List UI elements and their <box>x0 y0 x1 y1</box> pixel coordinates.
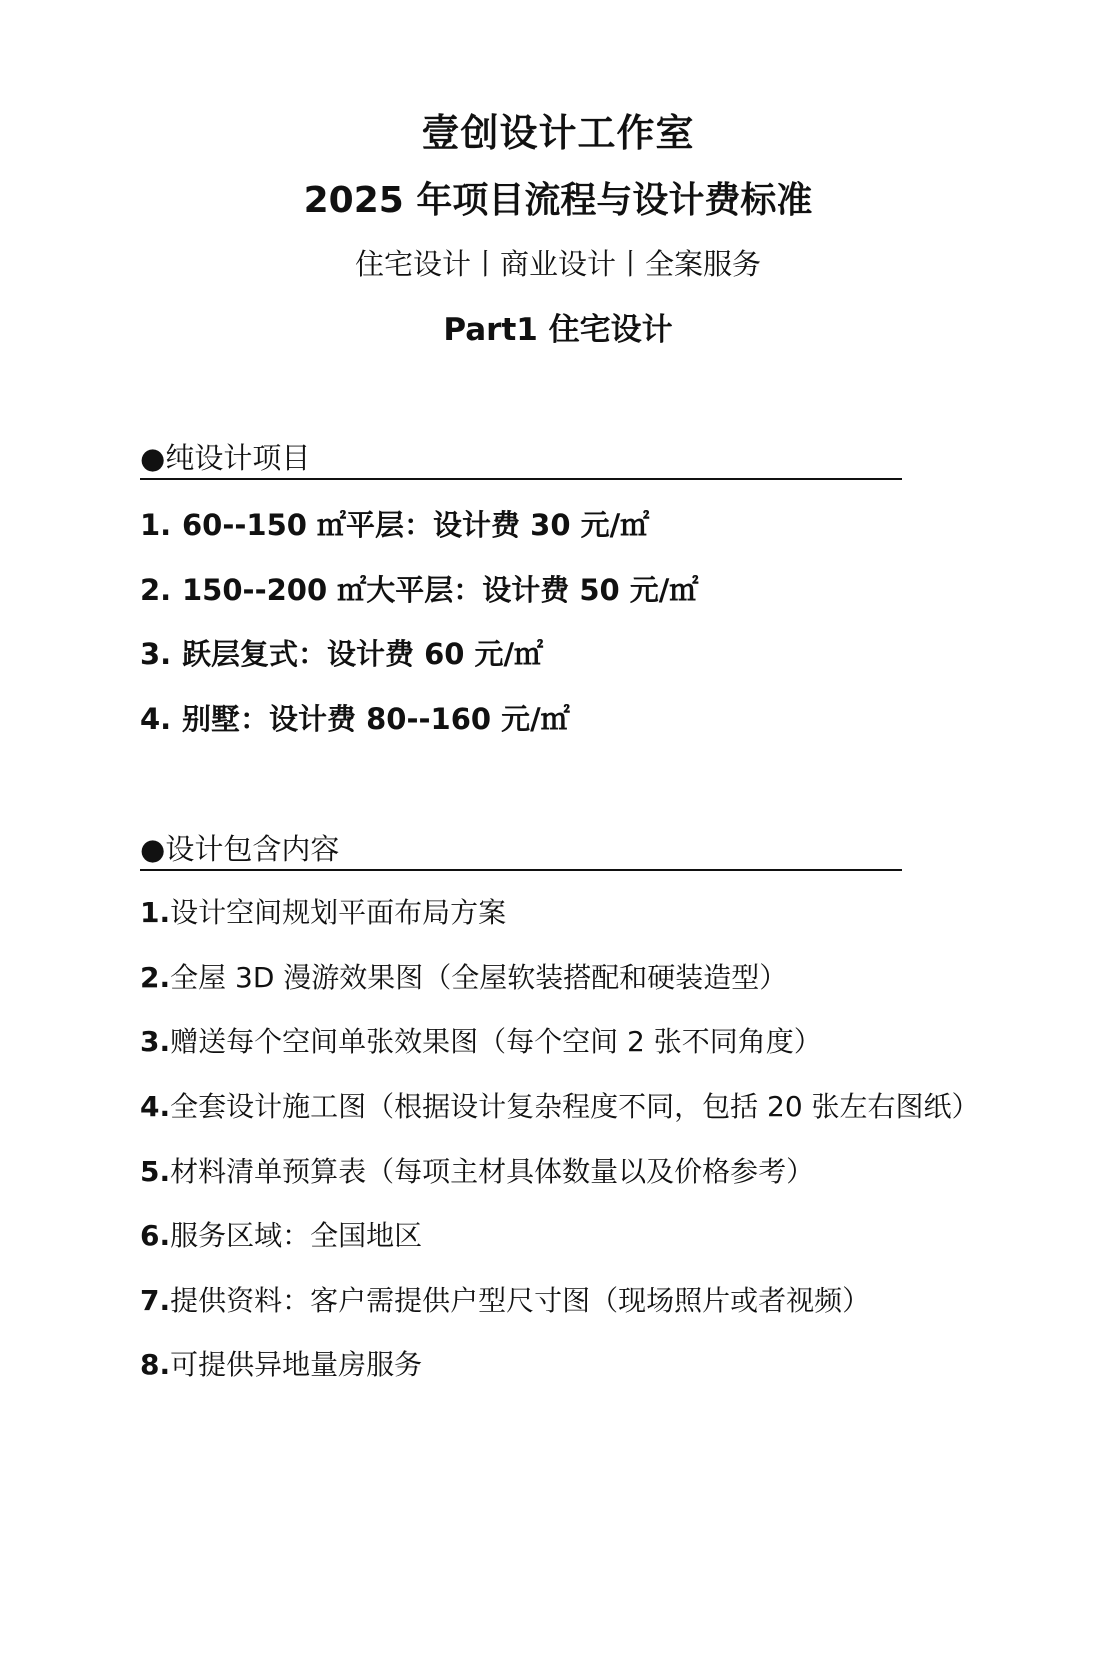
bullet-icon: ● <box>140 832 166 866</box>
content-item-number: 1. <box>140 896 171 929</box>
content-item-number: 5. <box>140 1155 171 1188</box>
content-item-text: 提供资料：客户需提供户型尺寸图（现场照片或者视频） <box>170 1284 871 1317</box>
part-title: Part1 住宅设计 <box>443 312 673 348</box>
content-item-number: 6. <box>140 1219 171 1252</box>
fee-item-text: 跃层复式：设计费 60 元/㎡ <box>182 637 544 671</box>
fee-item <box>140 634 543 674</box>
section-heading-design-contents <box>140 829 902 871</box>
content-item-text: 可提供异地量房服务 <box>170 1348 423 1381</box>
content-item <box>140 958 787 998</box>
section-heading-text: 设计包含内容 <box>165 832 340 866</box>
content-item-text: 服务区域：全国地区 <box>170 1219 423 1252</box>
document-title: 2025 年项目流程与设计费标准 <box>303 180 813 221</box>
content-item-text: 全套设计施工图（根据设计复杂程度不同，包括 20 张左右图纸） <box>170 1090 980 1123</box>
content-item-number: 4. <box>140 1090 171 1123</box>
content-item <box>140 1152 814 1192</box>
content-item-number: 2. <box>140 961 171 994</box>
fee-item-number: 3. <box>140 637 172 671</box>
content-item <box>140 893 506 933</box>
fee-item <box>140 570 698 610</box>
content-item-text: 赠送每个空间单张效果图（每个空间 2 张不同角度） <box>170 1025 822 1058</box>
fee-item <box>140 699 570 739</box>
section-heading-text: 纯设计项目 <box>165 441 311 475</box>
content-item-number: 7. <box>140 1284 171 1317</box>
studio-name: 壹创设计工作室 <box>421 111 695 155</box>
content-item <box>140 1281 870 1321</box>
content-item <box>140 1087 980 1127</box>
fee-item-number: 4. <box>140 702 172 736</box>
section-heading-design-projects <box>140 438 902 480</box>
fee-item <box>140 505 649 545</box>
content-item-number: 3. <box>140 1025 171 1058</box>
content-item-number: 8. <box>140 1348 171 1381</box>
fee-item-text: 别墅：设计费 80--160 元/㎡ <box>182 702 570 736</box>
services-line: 住宅设计丨商业设计丨全案服务 <box>354 247 761 281</box>
content-item-text: 全屋 3D 漫游效果图（全屋软装搭配和硬装造型） <box>170 961 788 994</box>
fee-item-text: 150--200 ㎡大平层：设计费 50 元/㎡ <box>182 573 699 607</box>
content-item <box>140 1216 422 1256</box>
content-item-text: 设计空间规划平面布局方案 <box>170 896 507 929</box>
content-item-text: 材料清单预算表（每项主材具体数量以及价格参考） <box>170 1155 815 1188</box>
fee-item-text: 60--150 ㎡平层：设计费 30 元/㎡ <box>182 508 650 542</box>
fee-item-number: 1. <box>140 508 172 542</box>
bullet-icon: ● <box>140 441 166 475</box>
content-item <box>140 1022 822 1062</box>
content-item <box>140 1345 422 1385</box>
fee-item-number: 2. <box>140 573 172 607</box>
